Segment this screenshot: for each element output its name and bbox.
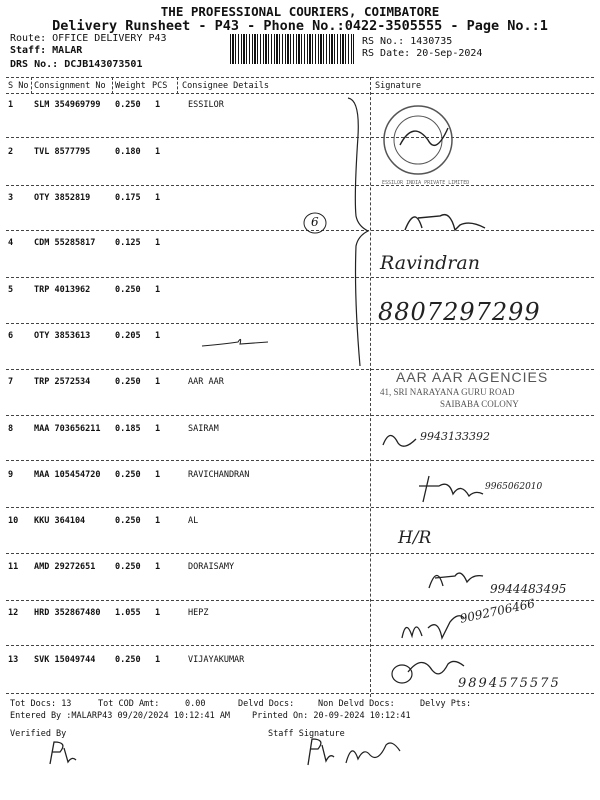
row-rule <box>6 507 594 508</box>
row-weight: 1.055 <box>115 608 141 618</box>
company-name: THE PROFESSIONAL COURIERS, COIMBATORE <box>160 4 440 19</box>
row-consignment: SVK 15049744 <box>34 655 96 665</box>
row-pcs: 1 <box>155 193 161 203</box>
row-pcs: 1 <box>155 424 161 434</box>
rs-date-value: 20-Sep-2024 <box>416 48 483 59</box>
row-sno: 5 <box>8 285 14 295</box>
col-header-signature: Signature <box>375 81 422 91</box>
row-sno: 8 <box>8 424 14 434</box>
row-sno: 10 <box>8 516 19 526</box>
signature-row13-svg <box>388 650 468 690</box>
agency-stamp-address: 41, SRI NARAYANA GURU ROAD <box>380 387 515 397</box>
row-consignment: SLM 354969799 <box>34 100 101 110</box>
row-weight: 0.205 <box>115 331 141 341</box>
signature-row9 <box>415 472 485 512</box>
row-pcs: 1 <box>155 238 161 248</box>
row-rule <box>6 185 594 186</box>
row-consignment: TVL 8577795 <box>34 147 91 157</box>
row-consignment: MAA 703656211 <box>34 424 101 434</box>
row-weight: 0.250 <box>115 285 141 295</box>
signature-row3-svg <box>400 200 490 240</box>
signature-row3 <box>400 200 490 244</box>
row-pcs: 1 <box>155 285 161 295</box>
essilor-stamp-text: ESSILOR INDIA PRIVATE LIMITED <box>382 180 470 186</box>
barcode <box>230 34 354 64</box>
signature-row12-svg <box>398 608 468 648</box>
handwritten-phone-row12: 9092706466 <box>458 596 537 626</box>
row-rule <box>6 415 594 416</box>
footer-delvd-docs: Delvd Docs: <box>238 699 295 709</box>
footer-entered-by: Entered By :MALARP43 09/20/2024 10:12:41 AM <box>10 711 231 721</box>
handwritten-phone-row8: 9943133392 <box>420 430 490 443</box>
rs-date-label: RS Date: <box>362 48 411 59</box>
row-consignee: HEPZ <box>188 608 209 618</box>
essilor-stamp-svg <box>378 100 458 180</box>
row-consignment: KKU 364104 <box>34 516 86 526</box>
row-rule <box>6 460 594 461</box>
circled-mark <box>302 210 328 240</box>
handwritten-phone-row13: 9894575575 <box>458 676 561 691</box>
tot-cod-value: 0.00 <box>185 699 206 709</box>
table-bottom-rule <box>6 693 594 694</box>
row-consignment: OTY 3852819 <box>34 193 91 203</box>
row-rule <box>6 600 594 601</box>
row-weight: 0.125 <box>115 238 141 248</box>
row-consignment: HRD 352867480 <box>34 608 101 618</box>
row-weight: 0.180 <box>115 147 141 157</box>
signature-row13 <box>388 650 468 694</box>
row-consignee: AAR AAR <box>188 377 224 387</box>
col-header-weight: Weight <box>115 81 146 91</box>
handwritten-hr: H/R <box>398 528 432 548</box>
staff-signature-svg <box>300 733 410 773</box>
row-pcs: 1 <box>155 331 161 341</box>
col-header-sno: S No <box>8 81 29 91</box>
row-sno: 4 <box>8 238 14 248</box>
row-pcs: 1 <box>155 655 161 665</box>
row-consignee: SAIRAM <box>188 424 219 434</box>
rs-no-line <box>362 36 452 47</box>
footer-verified-by: Verified By <box>10 729 67 739</box>
signature-row8 <box>380 425 420 457</box>
row-pcs: 1 <box>155 470 161 480</box>
row-sno: 9 <box>8 470 14 480</box>
route-label: Route: <box>10 33 47 44</box>
row-sno: 12 <box>8 608 19 618</box>
row-consignment: TRP 2572534 <box>34 377 91 387</box>
strike-mark-svg <box>200 332 270 352</box>
rs-no-label: RS No.: <box>362 36 405 47</box>
row-pcs: 1 <box>155 562 161 572</box>
row-consignment: CDM 55285817 <box>34 238 96 248</box>
row-sno: 11 <box>8 562 19 572</box>
row-rule <box>6 230 594 231</box>
row-weight: 0.250 <box>115 516 141 526</box>
agency-stamp-name: AAR AAR AGENCIES <box>396 369 549 385</box>
strike-mark-row6 <box>200 332 270 356</box>
tot-docs-value: 13 <box>61 699 72 709</box>
staff-value: MALAR <box>52 45 83 56</box>
row-rule <box>6 137 594 138</box>
drs-value: DCJB143073501 <box>64 59 143 70</box>
col-header-consignment: Consignment No <box>34 81 106 91</box>
footer-printed-on: Printed On: 20-09-2024 10:12:41 <box>252 711 411 721</box>
col-divider <box>177 77 178 94</box>
row-rule <box>6 553 594 554</box>
row-consignee: ESSILOR <box>188 100 224 110</box>
drs-label: DRS No.: <box>10 59 59 70</box>
row-pcs: 1 <box>155 377 161 387</box>
row-consignee: DORAISAMY <box>188 562 235 572</box>
row-consignment: MAA 105454720 <box>34 470 101 480</box>
row-sno: 6 <box>8 331 14 341</box>
handwritten-phone-row5: 8807297299 <box>378 298 541 326</box>
col-header-pcs: PCS <box>152 81 168 91</box>
table-top-rule <box>6 77 594 78</box>
bracket-mark <box>342 96 372 380</box>
row-consignee: VIJAYAKUMAR <box>188 655 245 665</box>
tot-docs-label: Tot Docs: <box>10 699 57 709</box>
route-value: OFFICE DELIVERY P43 <box>52 33 167 44</box>
footer-staff-signature: Staff Signature <box>268 729 345 739</box>
col-header-consignee: Consignee Details <box>182 81 269 91</box>
table-header-rule <box>6 93 594 94</box>
row-consignee: AL <box>188 516 199 526</box>
footer-tot-cod <box>98 699 206 709</box>
row-consignment: AMD 29272651 <box>34 562 96 572</box>
drs-line <box>10 59 142 70</box>
handwritten-name: Ravindran <box>380 252 480 274</box>
row-weight: 0.250 <box>115 100 141 110</box>
signature-row12 <box>398 608 468 652</box>
row-weight: 0.250 <box>115 377 141 387</box>
runsheet-title: Delivery Runsheet - P43 - Phone No.:0422-3505555 - Page No.:1 <box>52 18 548 34</box>
row-weight: 0.250 <box>115 655 141 665</box>
row-weight: 0.185 <box>115 424 141 434</box>
row-rule <box>6 645 594 646</box>
col-divider <box>112 77 113 94</box>
handwritten-phone-row9: 9965062010 <box>485 482 543 492</box>
row-weight: 0.175 <box>115 193 141 203</box>
staff-line <box>10 45 82 56</box>
row-pcs: 1 <box>155 516 161 526</box>
rs-no-value: 1430735 <box>410 36 453 47</box>
staff-signature-mark <box>300 733 410 777</box>
row-sno: 7 <box>8 377 14 387</box>
bracket-svg <box>342 96 372 376</box>
col-divider <box>31 77 32 94</box>
row-weight: 0.250 <box>115 470 141 480</box>
row-sno: 2 <box>8 147 14 157</box>
staff-label: Staff: <box>10 45 47 56</box>
row-rule <box>6 277 594 278</box>
rs-date-line <box>362 48 482 59</box>
row-weight: 0.250 <box>115 562 141 572</box>
row-sno: 1 <box>8 100 14 110</box>
signature-row8-svg <box>380 425 420 453</box>
footer-tot-docs <box>10 699 71 709</box>
row-sno: 3 <box>8 193 14 203</box>
route-line <box>10 33 167 44</box>
signature-row11 <box>425 562 485 596</box>
essilor-stamp <box>378 100 470 186</box>
circled-digit: 6 <box>311 215 319 229</box>
signature-row9-svg <box>415 472 485 508</box>
row-pcs: 1 <box>155 100 161 110</box>
verifier-signature-svg <box>44 738 84 768</box>
agency-stamp-colony: SAIBABA COLONY <box>440 399 519 409</box>
signature-row11-svg <box>425 562 485 592</box>
tot-cod-label: Tot COD Amt: <box>98 699 160 709</box>
verifier-signature <box>44 738 84 772</box>
row-consignee: RAVICHANDRAN <box>188 470 250 480</box>
row-pcs: 1 <box>155 147 161 157</box>
row-pcs: 1 <box>155 608 161 618</box>
handwritten-phone-row11: 9944483495 <box>490 582 567 596</box>
footer-delvy-pts: Delvy Pts: <box>420 699 472 709</box>
row-sno: 13 <box>8 655 19 665</box>
row-consignment: OTY 3853613 <box>34 331 91 341</box>
footer-non-delvd: Non Delvd Docs: <box>318 699 395 709</box>
row-consignment: TRP 4013962 <box>34 285 91 295</box>
